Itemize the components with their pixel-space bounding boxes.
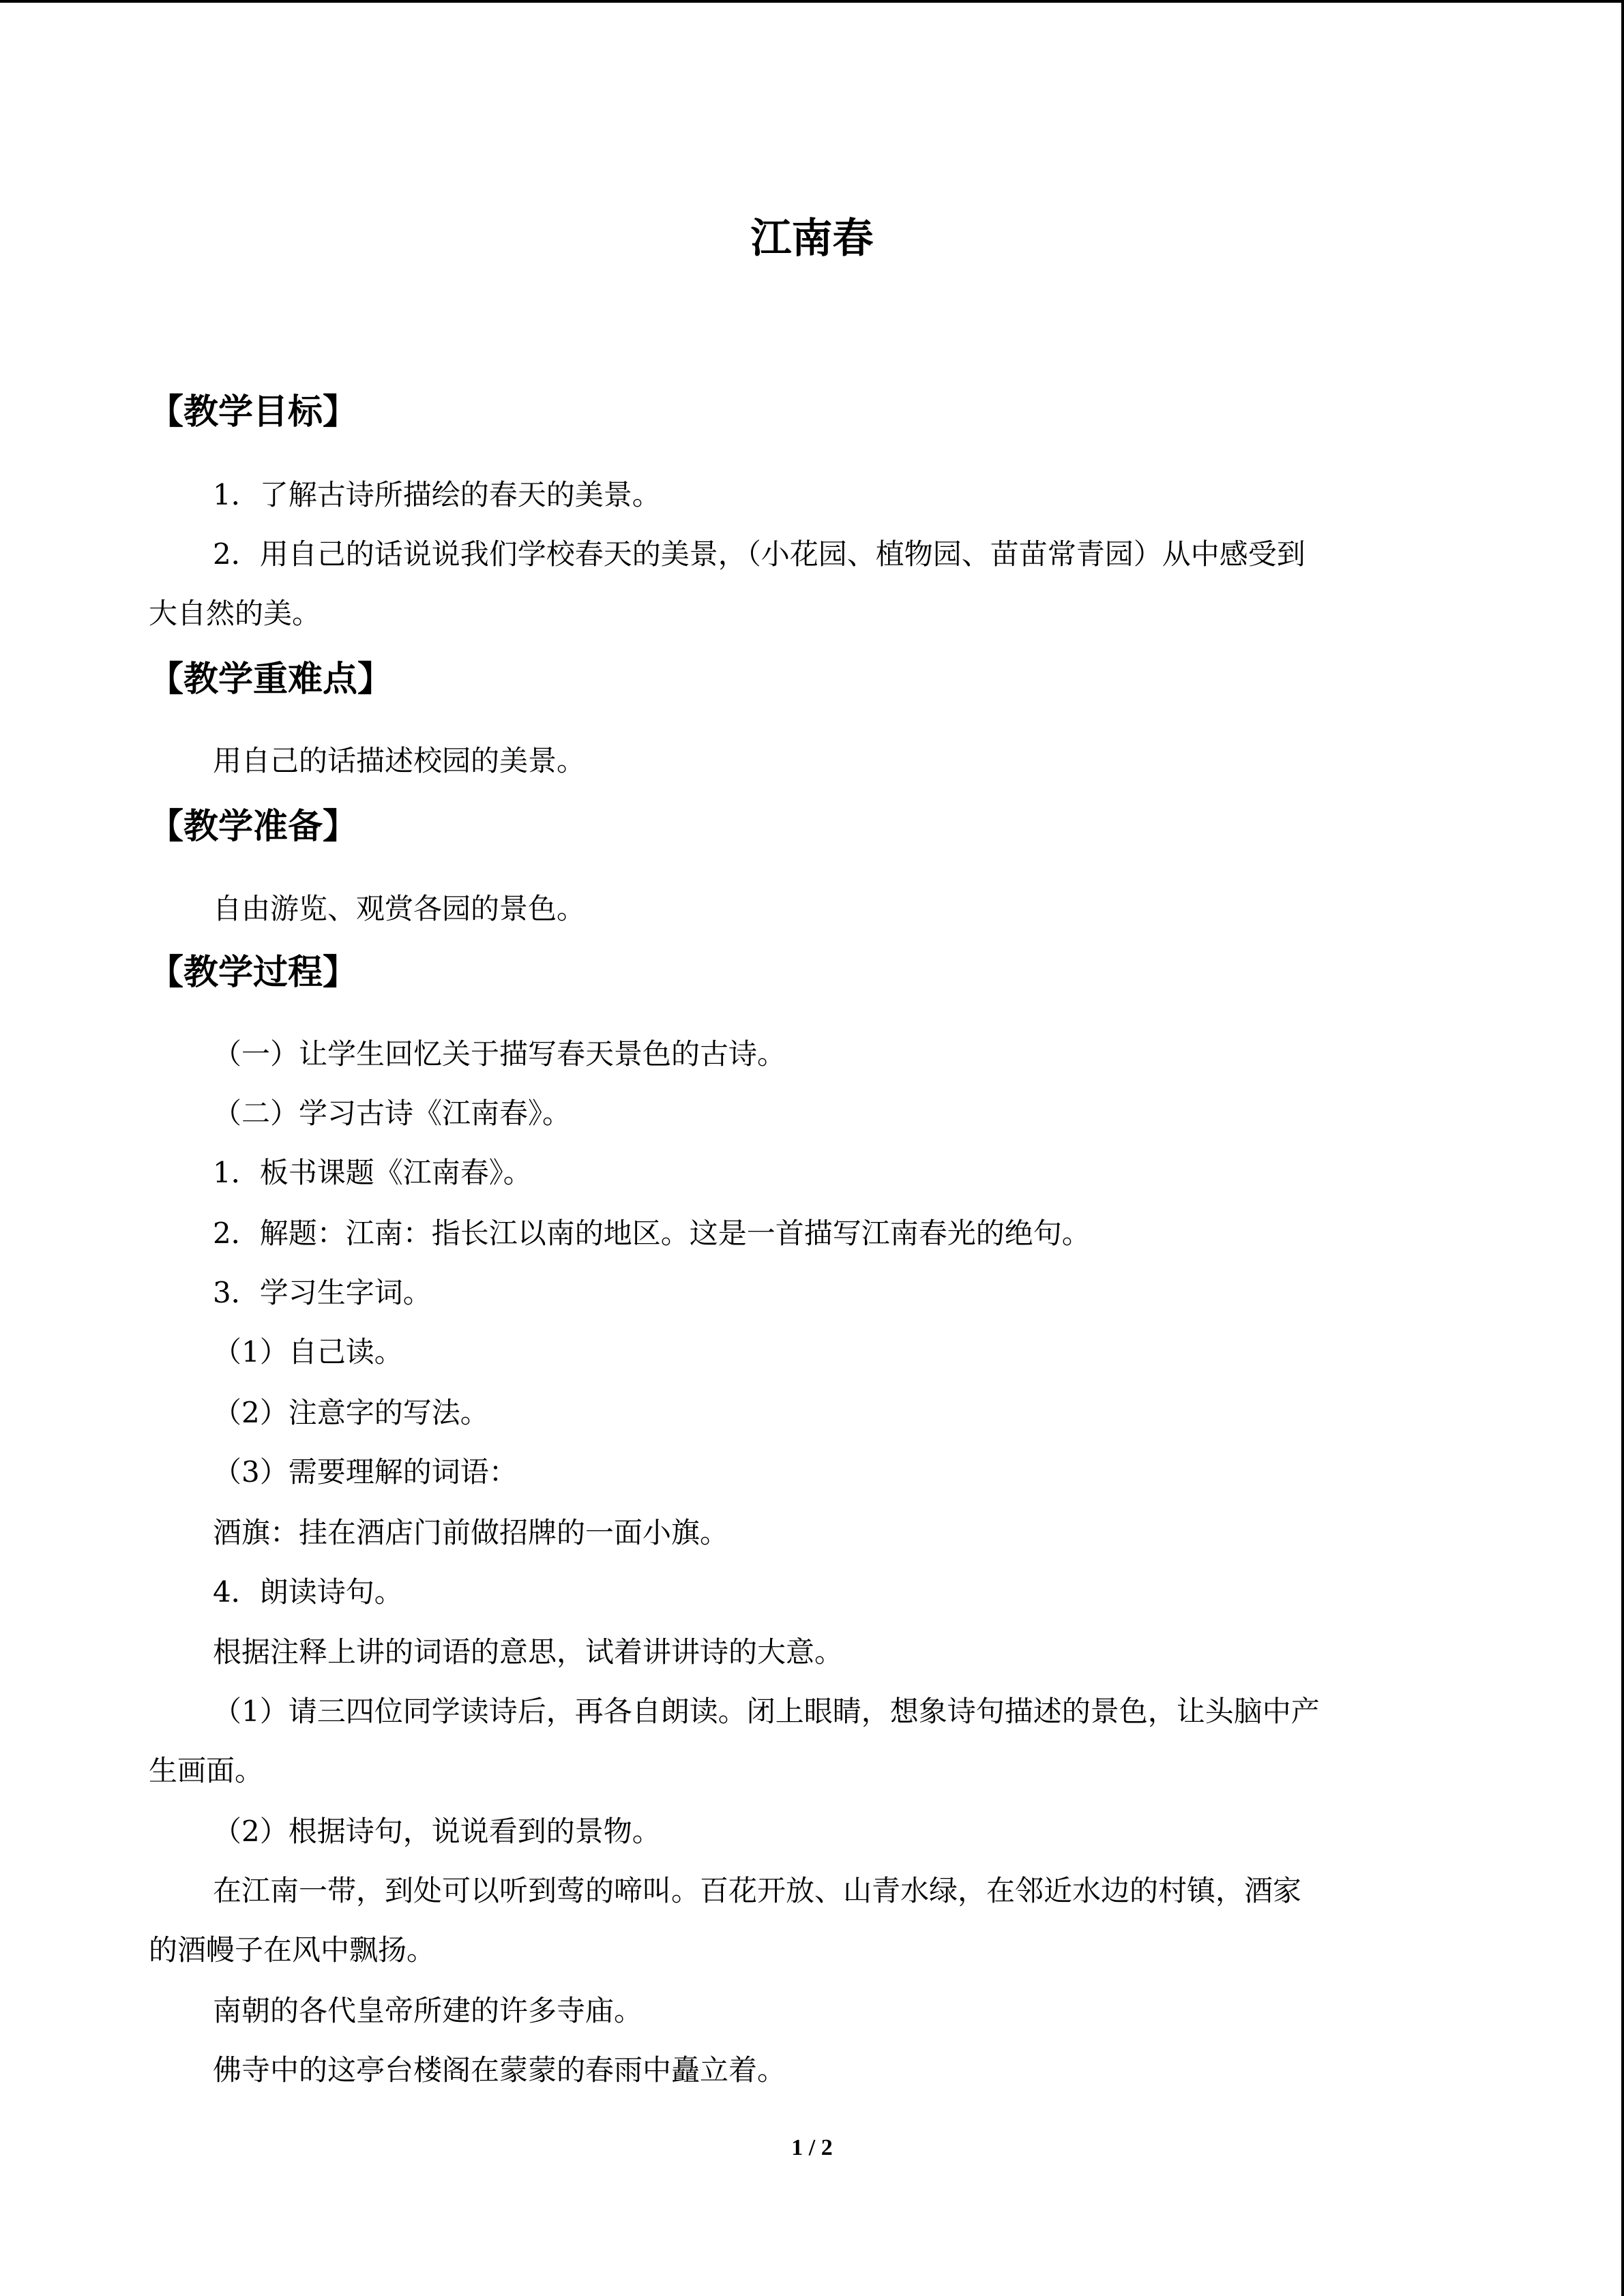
process-line-8: （3）需要理解的词语： [213,1455,518,1489]
process-line-9: 酒旗：挂在酒店门前做招牌的一面小旗。 [213,1516,729,1549]
process-line-18: 佛寺中的这亭台楼阁在蒙蒙的春雨中矗立着。 [213,2053,786,2087]
section-heading-preparation: 【教学准备】 [149,807,358,847]
process-line-6: （1）自己读。 [213,1335,403,1369]
goals-line-1: 1．了解古诗所描绘的春天的美景。 [213,478,661,511]
process-line-12: （1）请三四位同学读诗后，再各自朗读。闭上眼睛，想象诗句描述的景色，让头脑中产 [213,1695,1320,1728]
key-points-line-1: 用自己的话描述校园的美景。 [213,744,586,777]
goals-line-2: 2．用自己的话说说我们学校春天的美景，（小花园、植物园、苗苗常青园）从中感受到 [213,537,1305,571]
goals-line-3: 大自然的美。 [149,597,321,630]
process-line-10: 4．朗读诗句。 [213,1575,403,1609]
page-border-right [1621,0,1624,2296]
process-line-13: 生画面。 [149,1754,264,1787]
process-line-11: 根据注释上讲的词语的意思，试着讲讲诗的大意。 [213,1635,844,1669]
process-line-4: 2．解题：江南：指长江以南的地区。这是一首描写江南春光的绝句。 [213,1217,1091,1250]
process-line-7: （2）注意字的写法。 [213,1396,489,1429]
process-line-14: （2）根据诗句，说说看到的景物。 [213,1815,661,1848]
process-line-2: （二）学习古诗《江南春》。 [213,1097,572,1130]
process-line-5: 3．学习生字词。 [213,1276,432,1309]
section-heading-key-points: 【教学重难点】 [149,659,393,700]
preparation-line-1: 自由游览、观赏各园的景色。 [213,892,586,925]
page-border-top [0,0,1624,3]
process-line-3: 1．板书课题《江南春》。 [213,1156,532,1189]
section-heading-goals: 【教学目标】 [149,392,358,432]
process-line-17: 南朝的各代皇帝所建的许多寺庙。 [213,1994,643,2027]
page-number: 1 / 2 [791,2135,833,2160]
process-line-16: 的酒幔子在风中飘扬。 [149,1933,436,1967]
process-line-1: （一）让学生回忆关于描写春天景色的古诗。 [213,1037,786,1071]
process-line-15: 在江南一带，到处可以听到莺的啼叫。百花开放、山青水绿，在邻近水边的村镇，酒家 [213,1874,1302,1907]
section-heading-process: 【教学过程】 [149,953,358,993]
document-title: 江南春 [750,215,874,263]
